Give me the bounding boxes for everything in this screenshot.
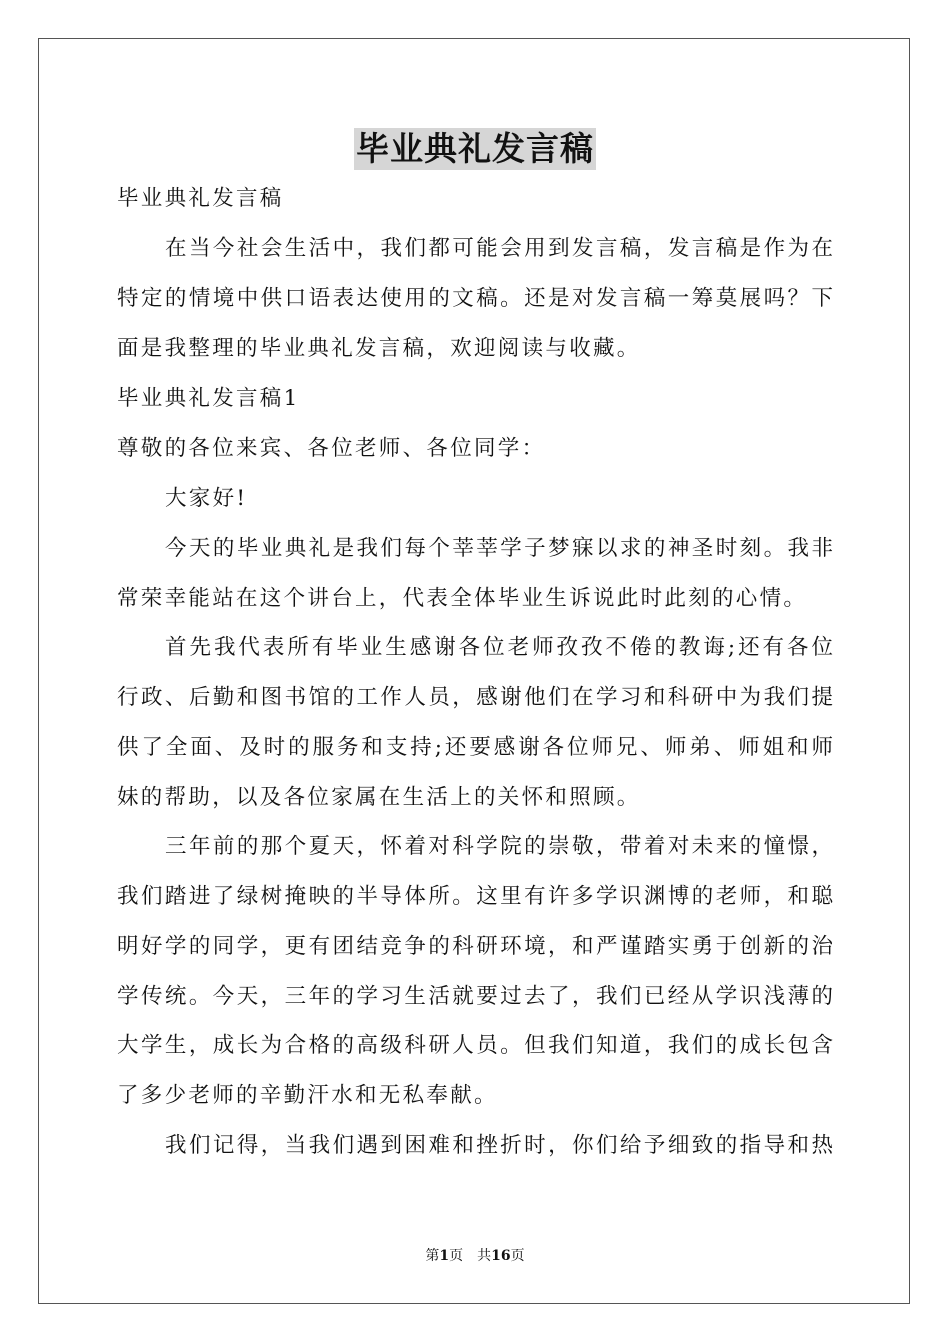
paragraph-line: 学传统。今天，三年的学习生活就要过去了，我们已经从学识浅薄的	[117, 984, 833, 1009]
section-heading: 毕业典礼发言稿	[117, 186, 284, 211]
paragraph-line: 我们记得，当我们遇到困难和挫折时，你们给予细致的指导和热	[165, 1133, 833, 1158]
paragraph-line: 面是我整理的毕业典礼发言稿，欢迎阅读与收藏。	[117, 336, 641, 361]
paragraph-line: 首先我代表所有毕业生感谢各位老师孜孜不倦的教诲;还有各位	[165, 635, 833, 660]
salutation: 尊敬的各位来宾、各位老师、各位同学：	[117, 436, 546, 461]
paragraph-line: 三年前的那个夏天，怀着对科学院的崇敬，带着对未来的憧憬，	[165, 834, 833, 859]
page-mid: 页 共	[449, 1248, 492, 1264]
paragraph-line: 明好学的同学，更有团结竞争的科研环境，和严谨踏实勇于创新的治	[117, 934, 833, 959]
paragraph-line: 大学生，成长为合格的高级科研人员。但我们知道，我们的成长包含	[117, 1033, 833, 1058]
page-footer	[0, 1246, 950, 1266]
page-prefix: 第	[425, 1248, 440, 1264]
paragraph-line: 供了全面、及时的服务和支持;还要感谢各位师兄、师弟、师姐和师	[117, 735, 833, 760]
paragraph-line: 了多少老师的辛勤汗水和无私奉献。	[117, 1083, 498, 1108]
paragraph-line: 特定的情境中供口语表达使用的文稿。还是对发言稿一筹莫展吗？下	[117, 286, 833, 311]
title-container	[0, 128, 950, 170]
paragraph-line: 在当今社会生活中，我们都可能会用到发言稿，发言稿是作为在	[165, 236, 833, 261]
page-suffix: 页	[510, 1248, 525, 1264]
paragraph-line: 常荣幸能站在这个讲台上，代表全体毕业生诉说此时此刻的心情。	[117, 586, 808, 611]
speech-heading: 毕业典礼发言稿1	[117, 386, 300, 411]
greeting: 大家好!	[165, 486, 248, 511]
paragraph-line: 我们踏进了绿树掩映的半导体所。这里有许多学识渊博的老师，和聪	[117, 884, 833, 909]
document-title: 毕业典礼发言稿	[356, 129, 594, 168]
paragraph-line: 行政、后勤和图书馆的工作人员，感谢他们在学习和科研中为我们提	[117, 685, 833, 710]
page-total: 16	[491, 1248, 511, 1264]
page-border	[38, 38, 910, 1304]
paragraph-line: 妹的帮助，以及各位家属在生活上的关怀和照顾。	[117, 785, 641, 810]
paragraph-line: 今天的毕业典礼是我们每个莘莘学子梦寐以求的神圣时刻。我非	[165, 536, 833, 561]
page-current: 1	[439, 1248, 450, 1264]
